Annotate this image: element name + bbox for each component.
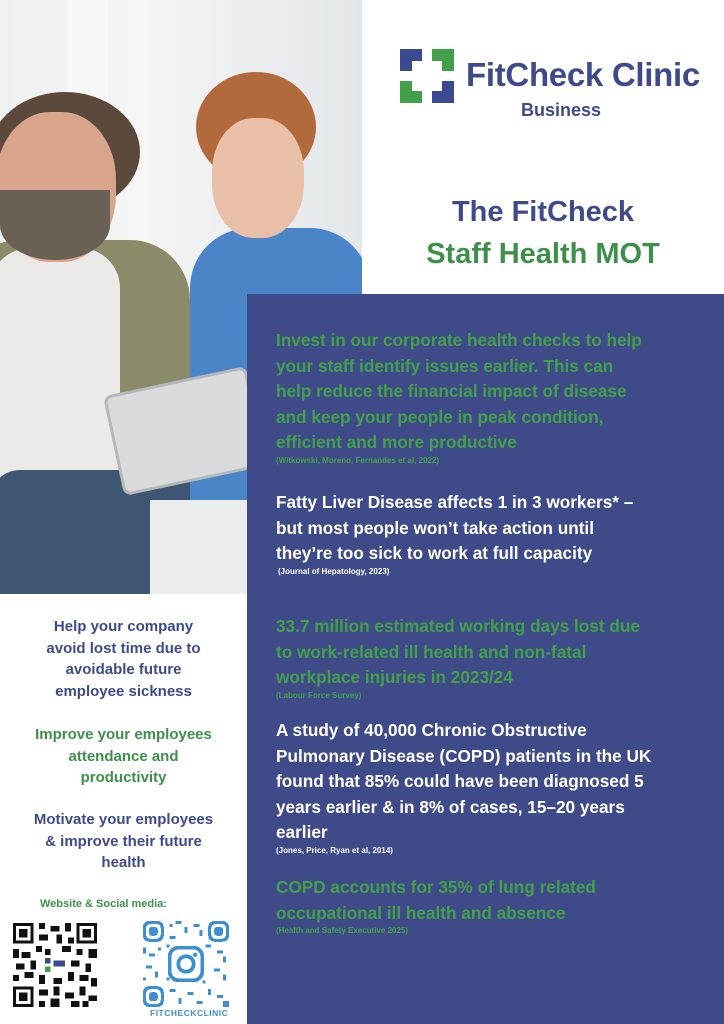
- stat-line: Fatty Liver Disease affects 1 in 3 workers* –: [276, 492, 634, 512]
- benefit-line: Help your company: [53, 618, 194, 635]
- stat-line: COPD accounts for 35% of lung related: [276, 877, 596, 897]
- brand-subtitle: Business: [521, 100, 602, 120]
- benefit-line: productivity: [80, 769, 167, 786]
- headline-line-1: The FitCheck: [451, 196, 635, 228]
- stat-block-copd-absence: [276, 875, 716, 936]
- stat-line: earlier: [276, 822, 328, 842]
- benefit-avoid-lost-time: [0, 616, 247, 702]
- stat-line: workplace injuries in 2023/24: [276, 667, 513, 687]
- stat-line: Pulmonary Disease (COPD) patients in the UK: [276, 745, 652, 766]
- benefit-line: employee sickness: [55, 682, 192, 700]
- citation: (Witkowski, Moreno, Fernandes et al, 2022): [276, 455, 440, 465]
- benefit-line: & improve their future: [45, 832, 202, 850]
- stat-line: years earlier & in 8% of cases, 15–20 years: [276, 796, 625, 817]
- qr-code-icon[interactable]: [13, 923, 97, 1007]
- stat-block-copd-study: [276, 718, 716, 856]
- stat-line: they’re too sick to work at full capacity: [276, 543, 593, 563]
- instagram-icon[interactable]: [143, 921, 229, 1007]
- citation: (Health and Safety Executive 2025): [276, 926, 409, 935]
- benefit-line: attendance and: [68, 747, 179, 765]
- stat-block-working-days: [276, 614, 716, 701]
- stat-line: help reduce the financial impact of disease: [276, 381, 627, 401]
- stat-line: efficient and more productive: [276, 432, 517, 452]
- benefit-line: avoidable future: [65, 661, 182, 678]
- citation: (Labour Force Survey): [276, 690, 362, 700]
- stat-line: Invest in our corporate health checks to help: [276, 330, 642, 350]
- brand-name: FitCheck Clinic: [466, 56, 700, 93]
- headline-line-2: Staff Health MOT: [426, 238, 660, 270]
- benefit-attendance: [0, 724, 247, 789]
- stat-line: found that 85% could have been diagnosed 5: [276, 771, 644, 791]
- stat-block-fatty-liver: [276, 490, 716, 577]
- benefit-line: health: [101, 854, 146, 871]
- qr-caption: FITCHECKCLINIC: [150, 1008, 229, 1018]
- stat-line: but most people won’t take action until: [276, 517, 594, 538]
- citation: (Journal of Hepatology, 2023): [278, 566, 390, 576]
- social-label: Website & Social media:: [40, 898, 167, 910]
- stat-line: occupational ill health and absence: [276, 902, 566, 923]
- stat-line: your staff identify issues earlier. This can: [276, 355, 614, 376]
- stat-line: 33.7 million estimated working days lost due: [276, 616, 640, 636]
- benefit-line: Improve your employees: [35, 726, 212, 743]
- fitcheck-logo-icon: [398, 47, 456, 105]
- stat-block-invest: [276, 328, 716, 466]
- stat-line: and keep your people in peak condition,: [276, 406, 604, 427]
- benefit-line: Motivate your employees: [33, 811, 214, 828]
- benefit-line: avoid lost time due to: [46, 639, 201, 657]
- citation: (Jones, Price, Ryan et al, 2014): [276, 845, 393, 855]
- stat-line: to work-related ill health and non-fatal: [276, 641, 587, 662]
- benefit-motivate: [0, 809, 247, 874]
- stat-line: A study of 40,000 Chronic Obstructive: [276, 720, 587, 740]
